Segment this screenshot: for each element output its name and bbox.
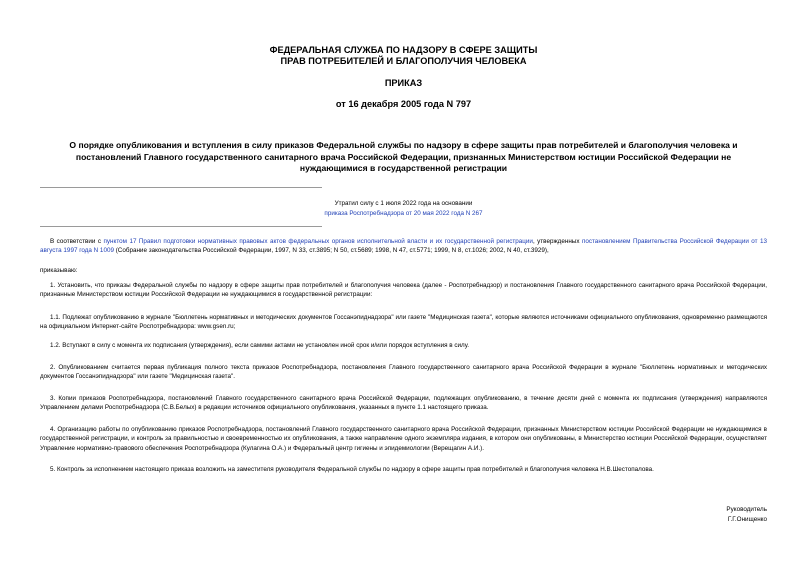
document-type: ПРИКАЗ xyxy=(384,78,423,88)
preamble-paragraph xyxy=(40,237,767,256)
title-line1: О порядке опубликования и вступления в силу приказов Федеральной службы по надзору в сфере защиты прав потребителей и благополучия человека и xyxy=(69,140,738,150)
item-1-2: 1.2. Вступают в силу с момента их подписания (утверждения), если самими актами не установлен иной срок и/или порядок вступления в силу. xyxy=(50,342,469,349)
status-note-text: Утратил силу с 1 июля 2022 года на основании xyxy=(334,200,473,207)
item-2: 2. Опубликованием считается первая публикация полного текста приказов Роспотребнадзора, постановления Главного государственного санитарного врача Российской Федерации в журнале "Бюллетень нормативных и методических документов Госсанэпиднадзора" или газете "Медицинская газета". xyxy=(40,364,767,381)
item-3: 3. Копии приказов Роспотребнадзора, постановлений Главного государственного санитарного врача Российской Федерации, подлежащих опубликованию, в течение десяти дней с момента их подписания (утверждения) направляются Управлением делами Роспотребнадзора (С.В.Белых) в редакции источников официального опубликования, указанных в пункте 1.1 настоящего приказа. xyxy=(40,395,767,412)
divider-top xyxy=(40,187,322,188)
divider-bottom xyxy=(40,226,322,227)
title-line2: постановлений Главного государственного санитарного врача Российской Федерации, признанных Министерством юстиции Российской Федерации не xyxy=(75,151,732,162)
document-title xyxy=(40,140,767,175)
rules-point-17-link[interactable]: пунктом 17 Правил подготовки нормативных правовых актов федеральных органов исполнительной власти и их государственной регистрации xyxy=(103,238,533,245)
signature-block xyxy=(567,505,767,524)
agency-name-line1: ФЕДЕРАЛЬНАЯ СЛУЖБА ПО НАДЗОРУ В СФЕРЕ ЗАЩИТЫ xyxy=(269,45,538,55)
item-4: 4. Организацию работы по опубликованию приказов Роспотребнадзора, постановлений Главного государственного санитарного врача Российской Федерации, признанных Министерством юстиции Российской Федерации не нуждающимися в государственной регистрации, и контроль за правильностью и своевременностью их опубликования, а также направление одного экземпляра издания, в котором они опубликованы, в Министерство юстиции Российской Федерации, осуществляет Управление нормативно-правового обеспечения Роспотребнадзора (Кулагина О.А.) и Федеральный центр гигиены и эпидемиологии (Верещагин А.И.). xyxy=(40,426,767,452)
title-line3: нуждающимися в государственной регистрации xyxy=(299,163,508,173)
preamble-text-2: , утвержденных xyxy=(532,238,582,245)
order-word: приказываю: xyxy=(40,267,78,274)
item-1-1: 1.1. Подлежат опубликованию в журнале "Бюллетень нормативных и методических документов Госсанэпиднадзора" или газете "Медицинская газета", которые являются источниками официального опубликования, одновременно размещаются на официальном Интернет-сайте Роспотребнадзора: www.gsen.ru; xyxy=(40,314,767,331)
item-1: 1. Установить, что приказы Федеральной службы по надзору в сфере защиты прав потребителей и благополучия человека (далее - Роспотребнадзор) и постановления Главного государственного санитарного врача Российской Федерации, признанные Министерством юстиции Российской Федерации не нуждающимися в государственной регистрации: xyxy=(40,282,767,299)
item-5: 5. Контроль за исполнением настоящего приказа возложить на заместителя руководителя Федеральной службы по надзору в сфере защиты прав потребителей и благополучия человека Н.В.Шестопалова. xyxy=(50,466,654,473)
preamble-text-1: В соответствии с xyxy=(50,238,104,245)
signature-role: Руководитель xyxy=(726,506,767,513)
preamble-text-3: (Собрание законодательства Российской Федерации, 1997, N 33, ст.3895; N 50, ст.5689; 1998, N 47, ст.5771; 1999, N 8, ст.1026; 2002, N 40, ст.3929), xyxy=(113,247,549,255)
agency-name-line2: ПРАВ ПОТРЕБИТЕЛЕЙ И БЛАГОПОЛУЧИЯ ЧЕЛОВЕКА xyxy=(280,56,527,66)
repeal-order-link[interactable]: приказа Роспотребнадзора от 20 мая 2022 года N 267 xyxy=(324,209,483,217)
government-resolution-link[interactable]: постановлением Правительства Российской Федерации от 13 августа 1997 года N 1009 xyxy=(40,238,768,255)
status-note xyxy=(40,199,767,218)
document-date: от 16 декабря 2005 года N 797 xyxy=(335,99,472,109)
signature-name: Г.Г.Онищенко xyxy=(727,515,767,523)
